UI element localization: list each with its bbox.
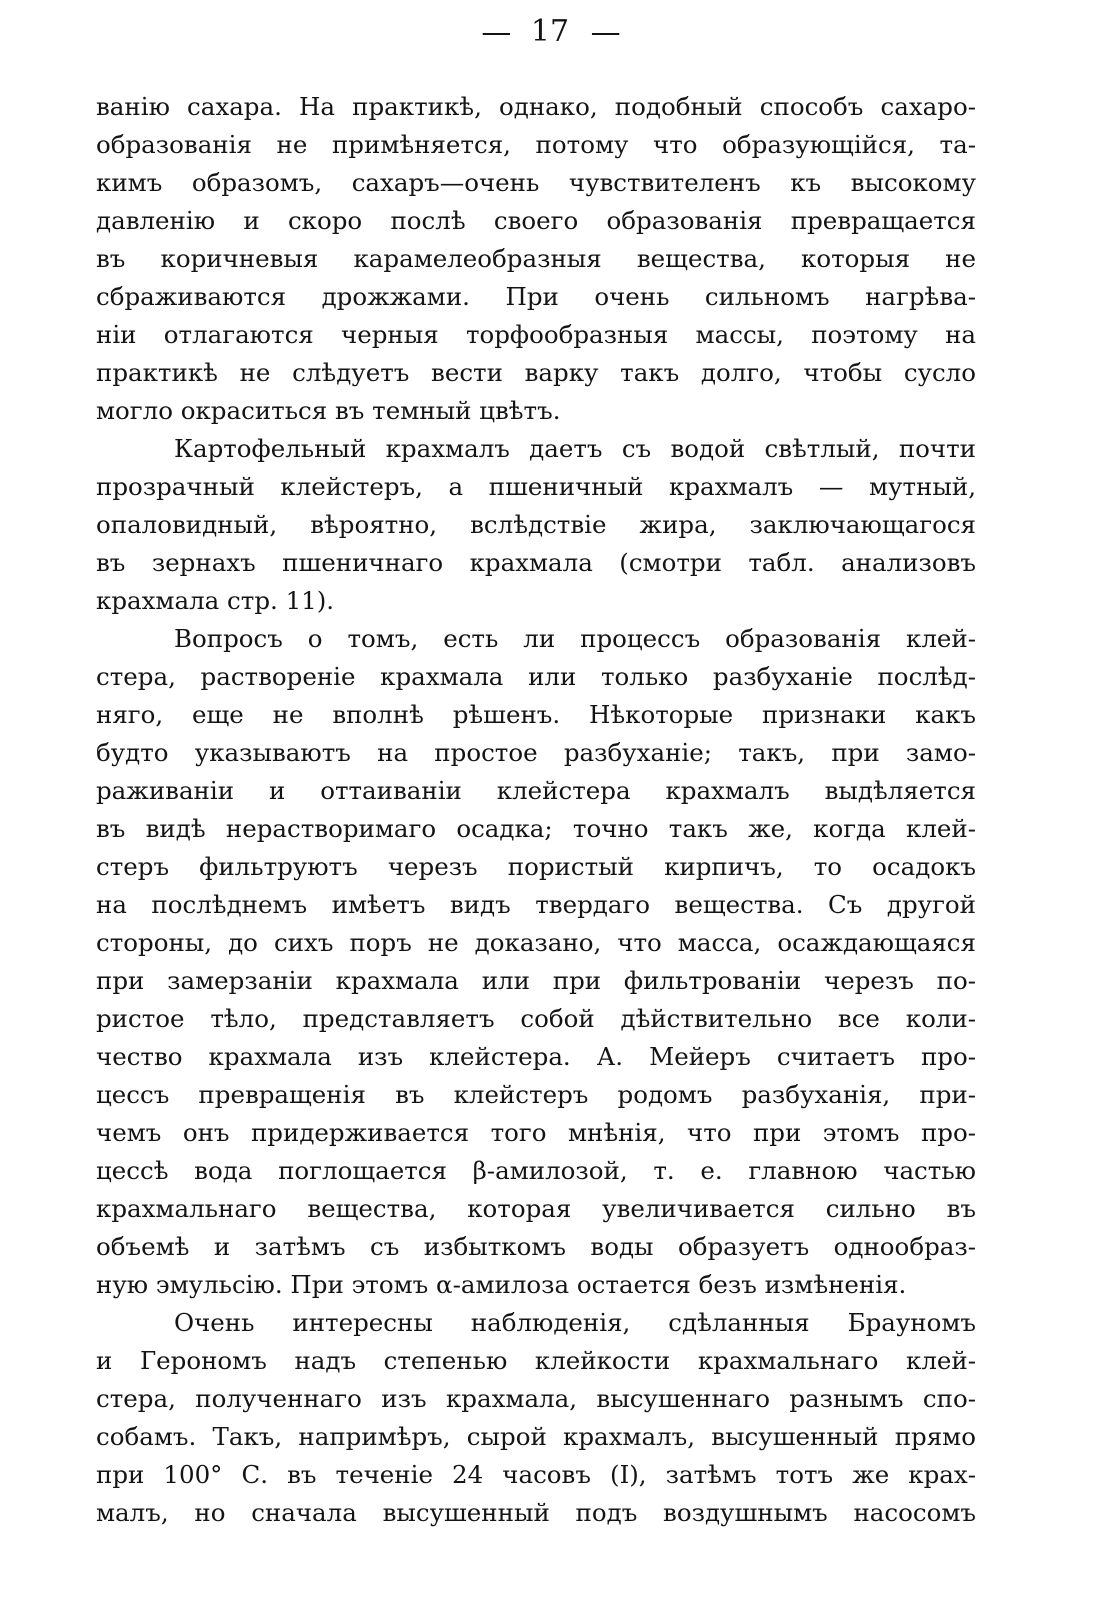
text-line: объемѣ и затѣмъ съ избыткомъ воды образуетъ однообраз- — [96, 1232, 976, 1261]
text-line: могло окраситься въ темный цвѣтъ. — [96, 396, 561, 425]
text-line: въ зернахъ пшеничнаго крахмала (смотри табл. анализовъ — [96, 548, 976, 577]
text-line: раживаніи и оттаиваніи клейстера крахмалъ выдѣляется — [96, 776, 976, 805]
text-line: образованія не примѣняется, потому что образующійся, та- — [96, 130, 976, 159]
text-line: будто указываютъ на простое разбуханіе; такъ, при замо- — [96, 738, 976, 767]
text-line: практикѣ не слѣдуетъ вести варку такъ долго, чтобы сусло — [96, 358, 976, 387]
text-line: Очень интересны наблюденія, сдѣланныя Брауномъ — [174, 1308, 976, 1337]
text-line: чемъ онъ придерживается того мнѣнія, что при этомъ про- — [96, 1118, 976, 1147]
text-line: при замерзаніи крахмала или при фильтрованіи черезъ по- — [96, 966, 976, 995]
text-line: при 100° С. въ теченіе 24 часовъ (I), затѣмъ тотъ же крах- — [96, 1460, 976, 1489]
page-header — [0, 10, 1100, 54]
text-line: стера, полученнаго изъ крахмала, высушеннаго разнымъ спо- — [96, 1384, 976, 1413]
text-line: крахмальнаго вещества, которая увеличивается сильно въ — [96, 1194, 976, 1223]
text-line: на послѣднемъ имѣетъ видъ твердаго вещества. Съ другой — [96, 890, 976, 919]
text-line: стороны, до сихъ поръ не доказано, что масса, осаждающаяся — [96, 928, 976, 957]
text-line: опаловидный, вѣроятно, вслѣдствіе жира, заключающагося — [96, 510, 976, 539]
text-line: крахмала стр. 11). — [96, 586, 335, 615]
text-line: и Герономъ надъ степенью клейкости крахмальнаго клей- — [96, 1346, 976, 1375]
paragraph-2 — [96, 430, 976, 620]
text-line: малъ, но сначала высушенный подъ воздушнымъ насосомъ — [96, 1498, 976, 1527]
text-line: давленію и скоро послѣ своего образованія превращается — [96, 206, 976, 235]
text-line: цессѣ вода поглощается β-амилозой, т. е. главною частью — [96, 1156, 976, 1185]
text-line: прозрачный клейстеръ, а пшеничный крахмалъ — мутный, — [96, 472, 976, 501]
text-line: чество крахмала изъ клейстера. А. Мейеръ считаетъ про- — [96, 1042, 976, 1071]
header-dash-left: — — [481, 15, 510, 50]
text-line: стеръ фильтруютъ черезъ пористый кирпичъ, то осадокъ — [96, 852, 976, 881]
paragraph-3 — [96, 620, 976, 1304]
paragraph-1 — [96, 88, 976, 430]
text-line: цессъ превращенія въ клейстеръ родомъ разбуханія, при- — [96, 1080, 976, 1109]
text-line: ристое тѣло, представляетъ собой дѣйствительно все коли- — [96, 1004, 976, 1033]
text-line: няго, еще не вполнѣ рѣшенъ. Нѣкоторые признаки какъ — [96, 700, 976, 729]
text-line: ванію сахара. На практикѣ, однако, подобный способъ сахаро- — [96, 92, 976, 121]
text-line: Вопросъ о томъ, есть ли процессъ образованія клей- — [174, 624, 976, 653]
paragraph-4 — [96, 1304, 976, 1532]
body-text — [96, 88, 976, 1532]
text-line: въ видѣ нерастворимаго осадка; точно такъ же, когда клей- — [96, 814, 976, 843]
text-line: кимъ образомъ, сахаръ—очень чувствителенъ къ высокому — [96, 168, 976, 197]
text-line: сбраживаются дрожжами. При очень сильномъ нагрѣва- — [96, 282, 976, 311]
page-number: 17 — [530, 14, 570, 49]
text-line: Картофельный крахмалъ даетъ съ водой свѣтлый, почти — [174, 434, 976, 463]
text-line: въ коричневыя карамелеобразныя вещества, которыя не — [96, 244, 976, 273]
text-line: собамъ. Такъ, напримѣръ, сырой крахмалъ, высушенный прямо — [96, 1422, 976, 1451]
header-dash-right: — — [590, 15, 619, 50]
text-line: ніи отлагаются черныя торфообразныя массы, поэтому на — [96, 320, 976, 349]
text-line: ную эмульсію. При этомъ α-амилоза остается безъ измѣненія. — [96, 1270, 907, 1299]
text-line: стера, раствореніе крахмала или только разбуханіе послѣд- — [96, 662, 976, 691]
